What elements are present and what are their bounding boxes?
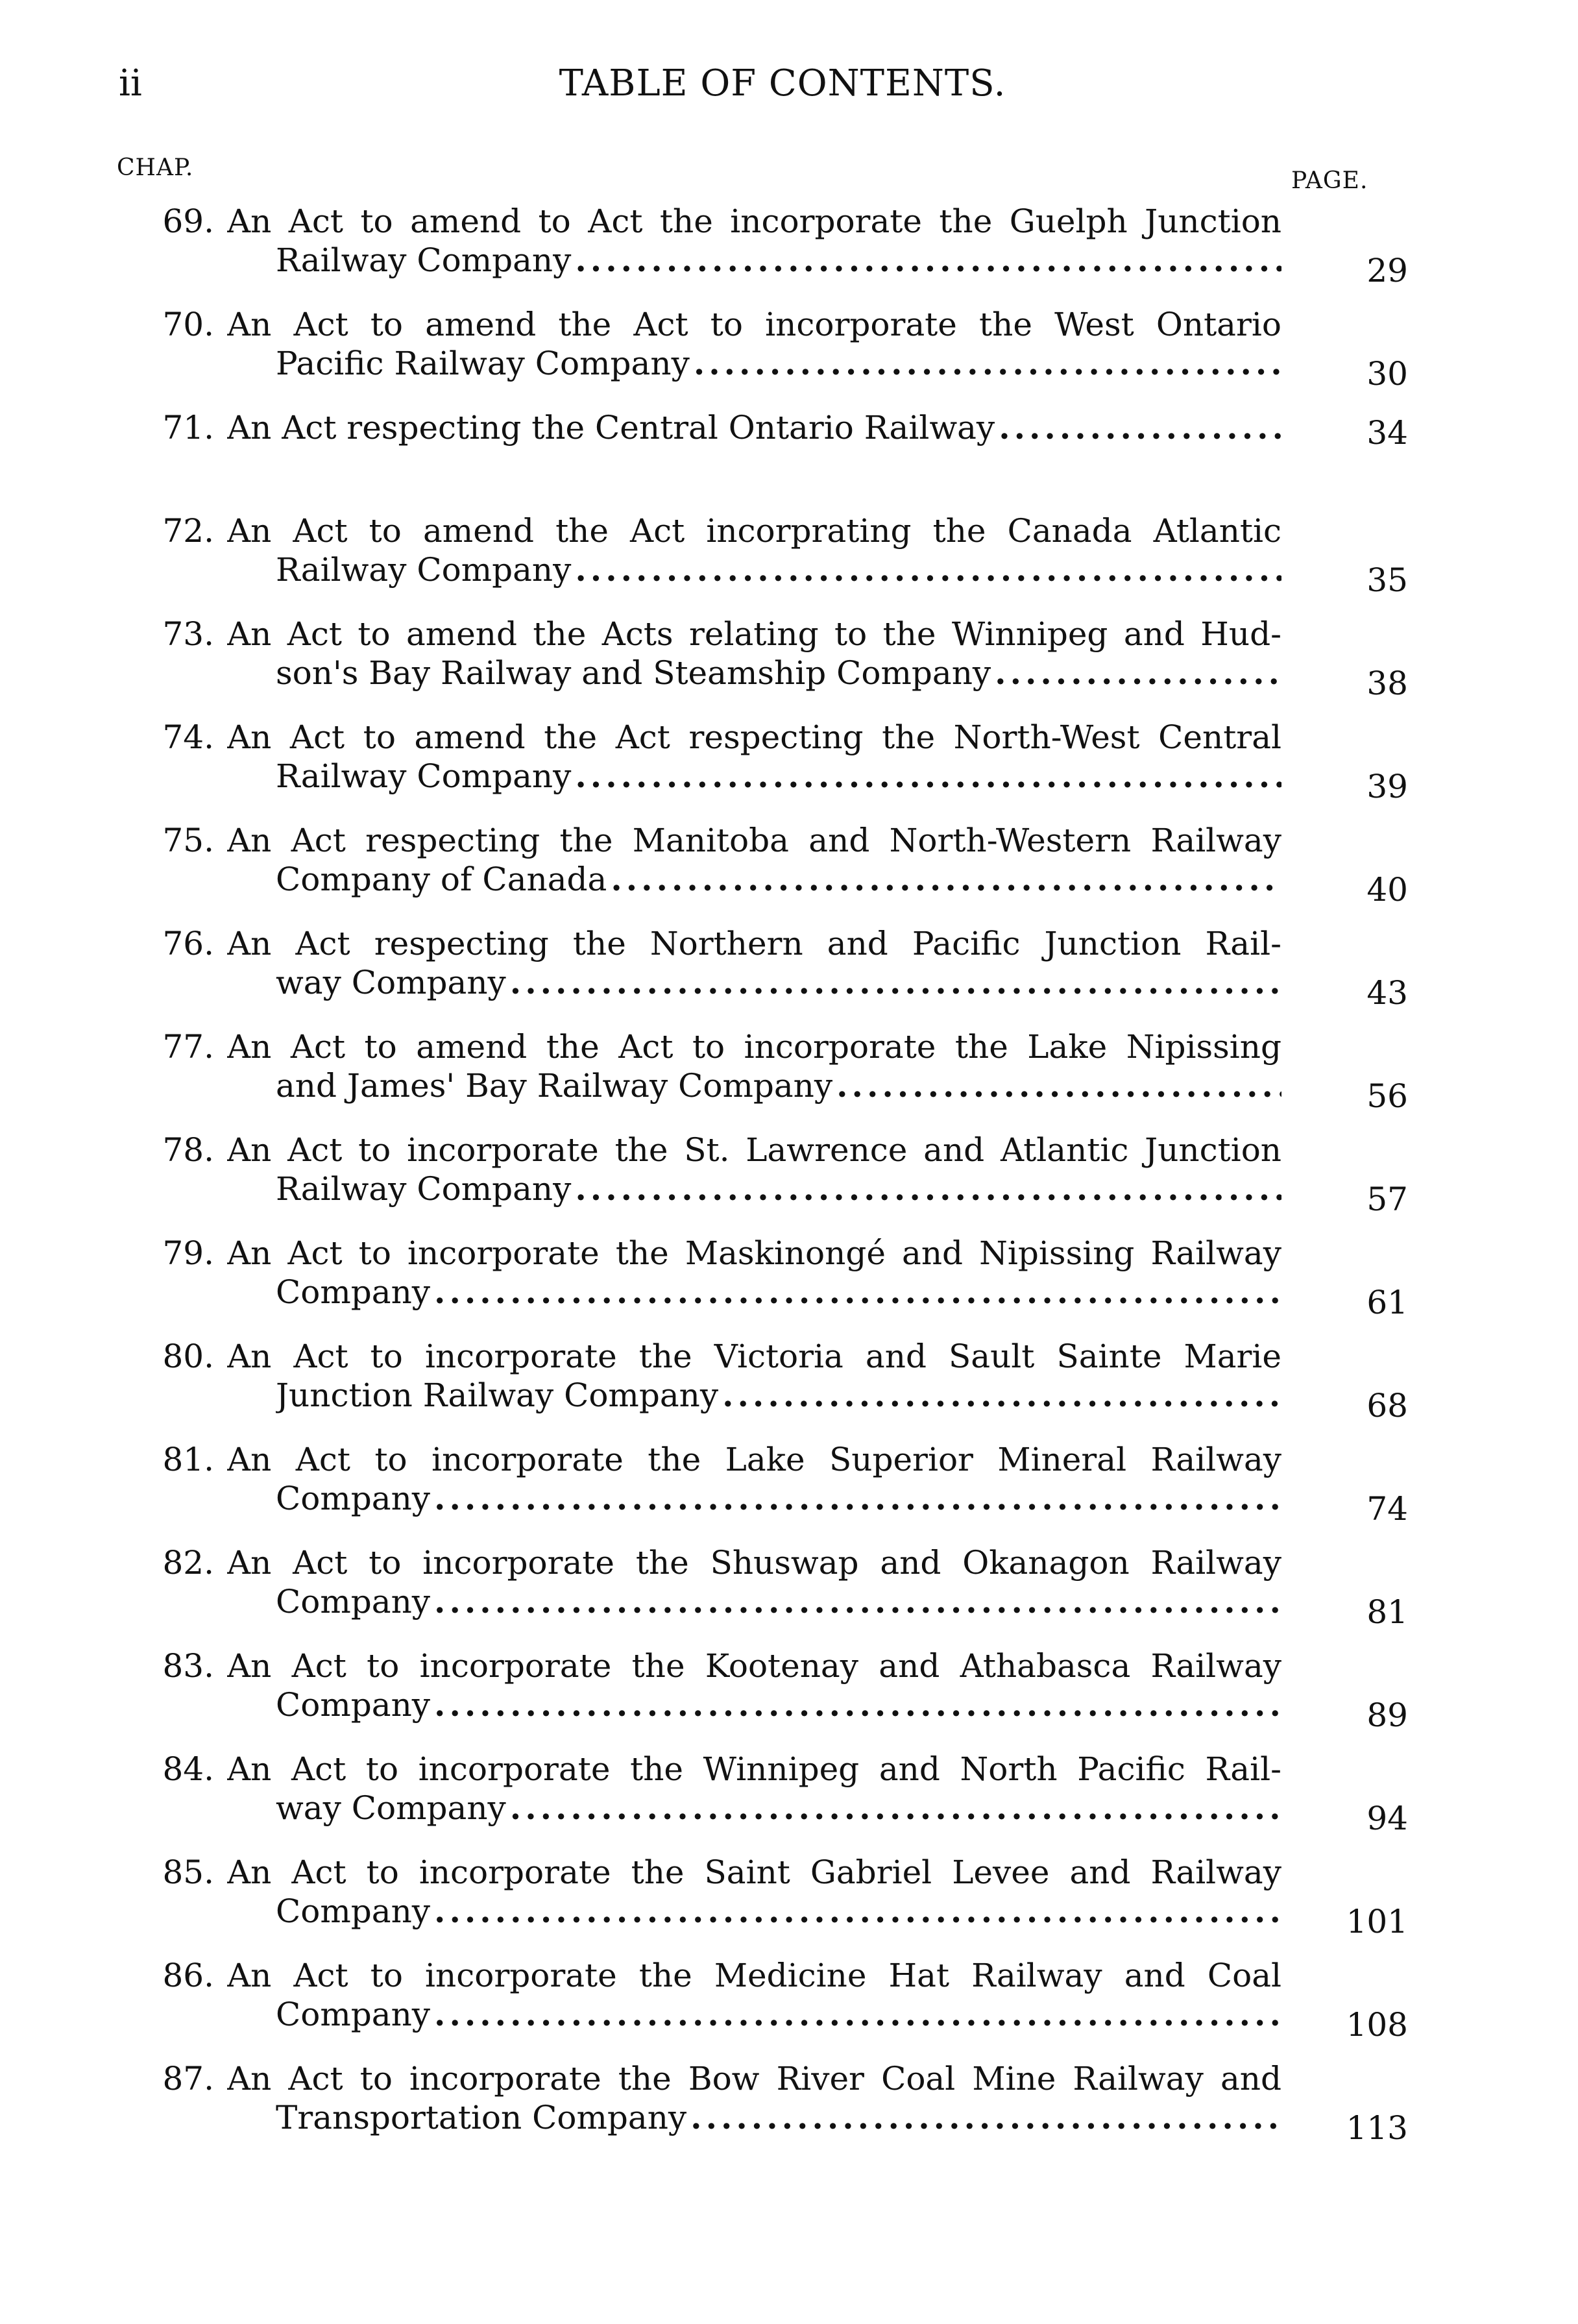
contents-entry bbox=[0, 1749, 1578, 1852]
entry-title-continued: Company bbox=[276, 1480, 431, 1517]
contents-entry bbox=[0, 1646, 1578, 1749]
chapter-number: 80. bbox=[162, 1338, 214, 1375]
chapter-number: 71. bbox=[162, 409, 214, 446]
entry-page-number: 34 bbox=[1366, 414, 1408, 452]
dot-leader bbox=[575, 240, 1281, 280]
entry-page-number: 113 bbox=[1346, 2109, 1408, 2147]
dot-leader bbox=[575, 1169, 1281, 1209]
entry-page-number: 94 bbox=[1366, 1800, 1408, 1837]
entry-title: An Act to amend the Acts relating to the Winnipeg and Hud- bbox=[227, 615, 1281, 653]
contents-entry bbox=[0, 717, 1578, 820]
folio-page-number: ii bbox=[119, 62, 142, 104]
entry-page-number: 57 bbox=[1366, 1180, 1408, 1218]
contents-entry bbox=[0, 614, 1578, 717]
chapter-number: 69. bbox=[162, 202, 214, 240]
entry-title-continued: Company bbox=[276, 1996, 431, 2033]
entry-title: An Act respecting the Central Ontario Railway bbox=[227, 409, 995, 446]
entry-title: An Act to amend the Act to incorporate the West Ontario bbox=[227, 306, 1281, 343]
chapter-number: 84. bbox=[162, 1750, 214, 1788]
entry-page-number: 39 bbox=[1366, 768, 1408, 805]
entry-title-continued: Company bbox=[276, 1686, 431, 1724]
contents-entry bbox=[0, 1543, 1578, 1646]
dot-leader bbox=[694, 343, 1281, 384]
contents-entry bbox=[0, 1955, 1578, 2059]
chapter-number: 87. bbox=[162, 2060, 214, 2098]
dot-leader bbox=[510, 962, 1281, 1003]
dot-leader bbox=[575, 756, 1281, 796]
chapter-number: 78. bbox=[162, 1131, 214, 1169]
dot-leader bbox=[434, 1272, 1281, 1312]
entry-title: An Act respecting the Manitoba and North-Western Railway bbox=[227, 822, 1281, 859]
entry-title-continued: Railway Company bbox=[276, 757, 572, 795]
dot-leader bbox=[722, 1375, 1281, 1415]
entry-page-number: 40 bbox=[1366, 871, 1408, 909]
entry-page-number: 35 bbox=[1366, 561, 1408, 599]
entry-title-continued: Company bbox=[276, 1273, 431, 1311]
entry-title-continued: Company bbox=[276, 1892, 431, 1930]
entry-title-continued: Railway Company bbox=[276, 1170, 572, 1208]
chapter-number: 77. bbox=[162, 1028, 214, 1066]
dot-leader bbox=[575, 550, 1281, 590]
contents-entry bbox=[0, 1852, 1578, 1955]
dot-leader bbox=[434, 1994, 1281, 2035]
column-labels bbox=[0, 154, 1578, 193]
entry-page-number: 101 bbox=[1346, 1903, 1408, 1940]
dot-leader bbox=[836, 1066, 1281, 1106]
chapter-number: 76. bbox=[162, 925, 214, 962]
dot-leader bbox=[510, 1788, 1281, 1828]
entry-title-continued: son's Bay Railway and Steamship Company bbox=[276, 654, 991, 692]
dot-leader bbox=[690, 2098, 1281, 2138]
entry-title-continued: Junction Railway Company bbox=[276, 1376, 719, 1414]
chapter-number: 70. bbox=[162, 306, 214, 343]
entry-page-number: 30 bbox=[1366, 355, 1408, 393]
running-head bbox=[0, 62, 1578, 114]
chapter-number: 83. bbox=[162, 1647, 214, 1685]
contents-entry bbox=[0, 1336, 1578, 1439]
entry-title-continued: Railway Company bbox=[276, 241, 572, 279]
chapter-number: 75. bbox=[162, 822, 214, 859]
entry-title: An Act to amend to Act the incorporate the Guelph Junction bbox=[227, 202, 1281, 240]
entry-title: An Act to incorporate the Bow River Coal Mine Railway and bbox=[227, 2060, 1281, 2098]
entry-page-number: 56 bbox=[1366, 1077, 1408, 1115]
entry-title-continued: Company bbox=[276, 1583, 431, 1621]
entry-page-number: 89 bbox=[1366, 1696, 1408, 1734]
contents-entry bbox=[0, 201, 1578, 304]
entry-title: An Act to incorporate the Maskinongé and Nipissing Railway bbox=[227, 1234, 1281, 1272]
entry-page-number: 38 bbox=[1366, 665, 1408, 702]
entry-title: An Act to incorporate the Saint Gabriel Levee and Railway bbox=[227, 1853, 1281, 1891]
chapter-number: 86. bbox=[162, 1957, 214, 1994]
contents-entry bbox=[0, 304, 1578, 408]
entry-title-continued: Pacific Railway Company bbox=[276, 345, 690, 382]
entry-title-continued: and James' Bay Railway Company bbox=[276, 1067, 833, 1105]
entry-title: An Act respecting the Northern and Pacific Junction Rail- bbox=[227, 925, 1281, 962]
entry-title: An Act to incorporate the Medicine Hat Railway and Coal bbox=[227, 1957, 1281, 1994]
entry-title: An Act to incorporate the Winnipeg and North Pacific Rail- bbox=[227, 1750, 1281, 1788]
contents-list bbox=[0, 201, 1578, 2162]
entry-title-continued: Transportation Company bbox=[276, 2099, 687, 2136]
entry-title: An Act to incorporate the St. Lawrence and Atlantic Junction bbox=[227, 1131, 1281, 1169]
chapter-column-label: CHAP. bbox=[117, 154, 194, 181]
entry-page-number: 29 bbox=[1366, 252, 1408, 289]
contents-entry bbox=[0, 2059, 1578, 2162]
page-column-label: PAGE. bbox=[1291, 167, 1368, 194]
dot-leader bbox=[434, 1478, 1281, 1519]
chapter-number: 73. bbox=[162, 615, 214, 653]
entry-page-number: 81 bbox=[1366, 1593, 1408, 1631]
dot-leader bbox=[434, 1582, 1281, 1622]
contents-entry bbox=[0, 511, 1578, 614]
chapter-number: 81. bbox=[162, 1441, 214, 1478]
contents-entry bbox=[0, 1027, 1578, 1130]
entry-page-number: 43 bbox=[1366, 974, 1408, 1012]
entry-title-continued: Railway Company bbox=[276, 551, 572, 589]
entry-title: An Act to incorporate the Shuswap and Okanagon Railway bbox=[227, 1544, 1281, 1582]
entry-page-number: 74 bbox=[1366, 1490, 1408, 1528]
entry-title: An Act to amend the Act incorprating the Canada Atlantic bbox=[227, 512, 1281, 550]
entry-page-number: 68 bbox=[1366, 1387, 1408, 1425]
entry-title: An Act to amend the Act to incorporate the Lake Nipissing bbox=[227, 1028, 1281, 1066]
entry-title: An Act to incorporate the Victoria and Sault Sainte Marie bbox=[227, 1338, 1281, 1375]
dot-leader bbox=[434, 1891, 1281, 1931]
entry-title-continued: Company of Canada bbox=[276, 861, 607, 898]
dot-leader bbox=[995, 653, 1281, 693]
contents-entry bbox=[0, 820, 1578, 923]
entry-title: An Act to amend the Act respecting the North-West Central bbox=[227, 718, 1281, 756]
contents-entry bbox=[0, 1130, 1578, 1233]
dot-leader bbox=[999, 408, 1281, 448]
contents-entry bbox=[0, 923, 1578, 1027]
contents-entry bbox=[0, 1439, 1578, 1543]
chapter-number: 82. bbox=[162, 1544, 214, 1582]
contents-entry bbox=[0, 408, 1578, 511]
entry-title-continued: way Company bbox=[276, 1789, 506, 1827]
dot-leader bbox=[611, 859, 1281, 899]
entry-page-number: 61 bbox=[1366, 1284, 1408, 1321]
entry-title: An Act to incorporate the Lake Superior Mineral Railway bbox=[227, 1441, 1281, 1478]
chapter-number: 72. bbox=[162, 512, 214, 550]
entry-title-continued: way Company bbox=[276, 964, 506, 1001]
entry-title: An Act to incorporate the Kootenay and Athabasca Railway bbox=[227, 1647, 1281, 1685]
contents-entry bbox=[0, 1233, 1578, 1336]
chapter-number: 74. bbox=[162, 718, 214, 756]
page-title: TABLE OF CONTENTS. bbox=[559, 62, 1006, 104]
chapter-number: 85. bbox=[162, 1853, 214, 1891]
dot-leader bbox=[434, 1685, 1281, 1725]
chapter-number: 79. bbox=[162, 1234, 214, 1272]
entry-page-number: 108 bbox=[1346, 2006, 1408, 2044]
